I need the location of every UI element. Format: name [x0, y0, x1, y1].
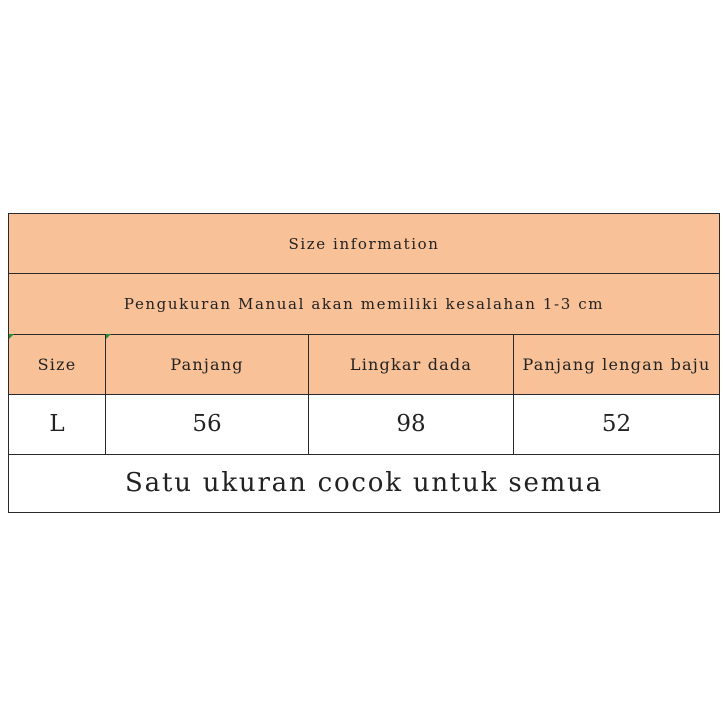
- cell-corner-marker: [106, 334, 111, 339]
- header-panjang: Panjang: [106, 334, 309, 394]
- header-panjang-lengan-baju: Panjang lengan baju: [514, 334, 720, 394]
- cell-corner-marker: [9, 334, 14, 339]
- header-size: Size: [9, 334, 106, 394]
- cell-lingkar-dada: 98: [309, 395, 514, 454]
- table-title: Size information: [9, 214, 720, 274]
- cell-panjang-lengan-baju: 52: [514, 395, 720, 454]
- measurement-note: Pengukuran Manual akan memiliki kesalahan 1-3 cm: [9, 274, 720, 334]
- table-title-row: [9, 214, 720, 274]
- table-note-row: [9, 274, 720, 334]
- size-table: [8, 213, 720, 513]
- cell-panjang: 56: [106, 395, 309, 454]
- header-lingkar-dada: Lingkar dada: [309, 334, 514, 394]
- table-row: [9, 395, 720, 454]
- table-header-row: [9, 334, 720, 394]
- cell-size: L: [9, 395, 106, 454]
- table-footer: Satu ukuran cocok untuk semua: [9, 454, 720, 512]
- table-footer-row: [9, 454, 720, 512]
